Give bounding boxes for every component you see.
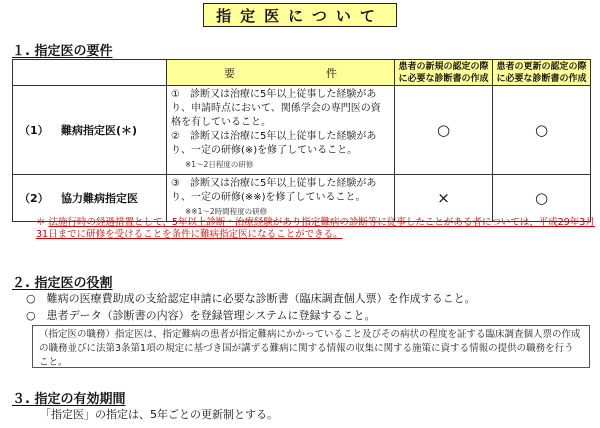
row-name: 協力難病指定医 bbox=[61, 192, 138, 205]
page-title: 指定医について bbox=[203, 3, 397, 27]
section3-heading: ３. 指定の有効期間 bbox=[12, 392, 126, 407]
training-note: ※1～2日程度の研修 bbox=[185, 160, 254, 169]
training-note: ※※1～2時間程度の研修 bbox=[185, 207, 268, 216]
row-label bbox=[13, 175, 167, 222]
renew-cert-mark: ○ bbox=[493, 86, 591, 175]
row-label bbox=[13, 86, 167, 175]
duty-description-box: （指定医の職務）指定医は、指定難病の患者が指定難病にかかっていること及びその病状の程度を証する臨床調査個人票の作成の職務並びに法第3条第1項の規定に基づき国が講ずる難病に関する情報の収集に関する施策に資する情報の提供の職務を行うこと。 bbox=[32, 325, 590, 368]
validity-text: 「指定医」の指定は、5年ごとの更新制とする。 bbox=[40, 408, 278, 421]
table-row bbox=[13, 86, 591, 175]
requirement-cell bbox=[167, 175, 395, 222]
requirement-1: ① 診断又は治療に5年以上従事した経験があり、申請時点において、関係学会の専門医の資格を有していること。 bbox=[171, 89, 381, 128]
role-bullet-1: ○ 難病の医療費助成の支給認定申請に必要な診断書（臨床調査個人票）を作成すること。 bbox=[26, 292, 476, 305]
requirements-table bbox=[12, 59, 591, 222]
header-requirements: 要 件 bbox=[167, 60, 395, 86]
header-renewal-certification: 患者の更新の認定の際に必要な診断書の作成 bbox=[493, 60, 591, 86]
header-new-certification: 患者の新規の認定の際に必要な診断書の作成 bbox=[395, 60, 493, 86]
section2-heading: ２. 指定医の役割 bbox=[12, 276, 113, 291]
section1-heading: １. 指定医の要件 bbox=[12, 44, 113, 59]
header-blank-cell bbox=[13, 60, 167, 86]
new-cert-mark: × bbox=[395, 175, 493, 222]
footnote-star: ＊ bbox=[36, 217, 46, 228]
row-number: （1） bbox=[19, 124, 49, 137]
new-cert-mark: ○ bbox=[395, 86, 493, 175]
transitional-footnote bbox=[36, 217, 596, 241]
footnote-text: 5年以上診断・治療経験があり指定難病の診断等に従事したことがある者については、平成29年3月31日までに研修を受けることを条件に難病指定医になることができる。 bbox=[36, 217, 595, 240]
table-row bbox=[13, 175, 591, 222]
footnote-underlined: 法施行時の経過措置として、 bbox=[48, 217, 172, 228]
role-bullet-2: ○ 患者データ（診断書の内容）を登録管理システムに登録すること。 bbox=[26, 309, 376, 322]
row-number: （2） bbox=[19, 192, 49, 205]
row-name: 難病指定医(＊) bbox=[61, 124, 138, 137]
requirement-cell bbox=[167, 86, 395, 175]
requirement-2: ② 診断又は治療に5年以上従事した経験があり、一定の研修(※)を修了していること。 bbox=[171, 131, 377, 156]
requirement-3: ③ 診断又は治療に5年以上従事した経験があり、一定の研修(※※)を修了していること。 bbox=[171, 178, 377, 203]
renew-cert-mark: ○ bbox=[493, 175, 591, 222]
